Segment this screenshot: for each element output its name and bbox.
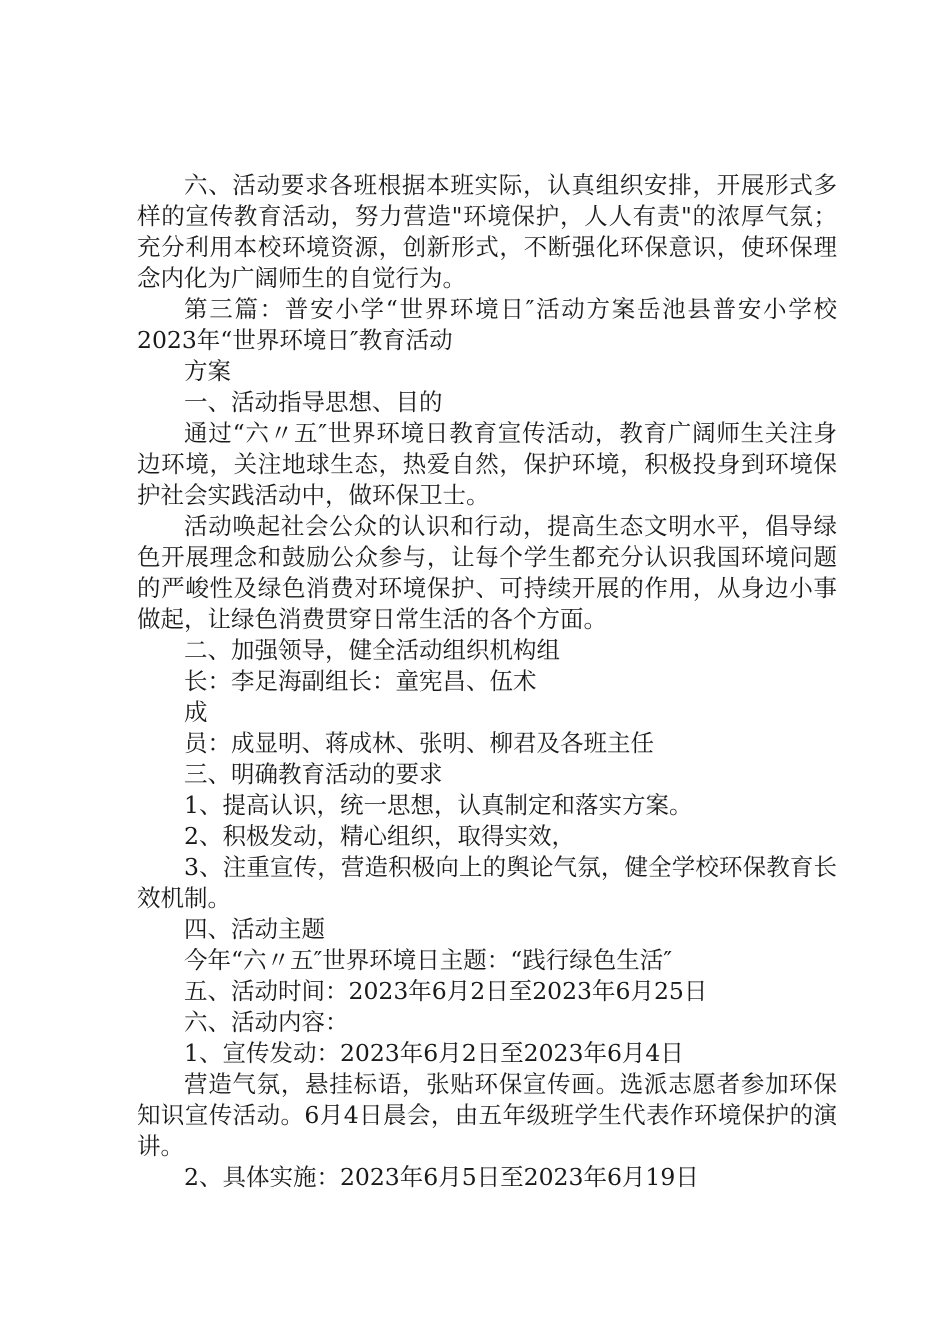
heading-leadership: 二、加强领导，健全活动组织机构组	[184, 636, 560, 664]
heading-guiding-ideology: 一、活动指导思想、目的	[184, 388, 443, 416]
heading-requirements: 三、明确教育活动的要求	[184, 760, 443, 788]
line-activity-theme: 今年“六〃五″世界环境日主题：“践行绿色生活″	[184, 946, 673, 974]
list-item-requirement-2: 2、积极发动，精心组织，取得实效，	[184, 822, 575, 850]
paragraph-activity-requirements: 六、活动要求各班根据本班实际，认真组织安排，开展形式多样的宣传教育活动，努力营造"环境保护，人人有责"的浓厚气氛；充分利用本校环境资源，创新形式，不断强化环保意识，使环保理念内化为广阔师生的自觉行为。	[137, 171, 837, 292]
paragraph-third-article-title: 第三篇：普安小学“世界环境日″活动方案岳池县普安小学校2023年“世界环境日″教育活动	[137, 295, 837, 354]
paragraph-title-continuation: 方案	[184, 357, 231, 385]
heading-activity-theme: 四、活动主题	[184, 915, 325, 943]
line-members-label: 成	[184, 698, 208, 726]
list-item-requirement-1: 1、提高认识，统一思想，认真制定和落实方案。	[184, 791, 693, 819]
list-item-requirement-3: 3、注重宣传，营造积极向上的舆论气氛，健全学校环保教育长效机制。	[137, 853, 837, 912]
line-members-list: 员：成显明、蒋成林、张明、柳君及各班主任	[184, 729, 654, 757]
list-item-implementation: 2、具体实施：2023年6月5日至2023年6月19日	[184, 1163, 699, 1191]
paragraph-guiding-ideology-body: 通过“六〃五″世界环境日教育宣传活动，教育广阔师生关注身边环境，关注地球生态，热爱自然，保护环境，积极投身到环境保护社会实践活动中，做环保卫士。	[137, 419, 837, 509]
line-activity-time: 五、活动时间：2023年6月2日至2023年6月25日	[184, 977, 708, 1005]
list-item-publicity: 1、宣传发动：2023年6月2日至2023年6月4日	[184, 1039, 684, 1067]
document-page	[137, 170, 837, 1193]
paragraph-publicity-details: 营造气氛，悬挂标语，张贴环保宣传画。选派志愿者参加环保知识宣传活动。6月4日晨会，由五年级班学生代表作环境保护的演讲。	[137, 1070, 837, 1160]
paragraph-public-awareness: 活动唤起社会公众的认识和行动，提高生态文明水平，倡导绿色开展理念和鼓励公众参与，让每个学生都充分认识我国环境问题的严峻性及绿色消费对环境保护、可持续开展的作用，从身边小事做起，让绿色消费贯穿日常生活的各个方面。	[137, 512, 837, 633]
heading-activity-content: 六、活动内容：	[184, 1008, 349, 1036]
line-group-leaders: 长：李足海副组长：童宪昌、伍术	[184, 667, 537, 695]
